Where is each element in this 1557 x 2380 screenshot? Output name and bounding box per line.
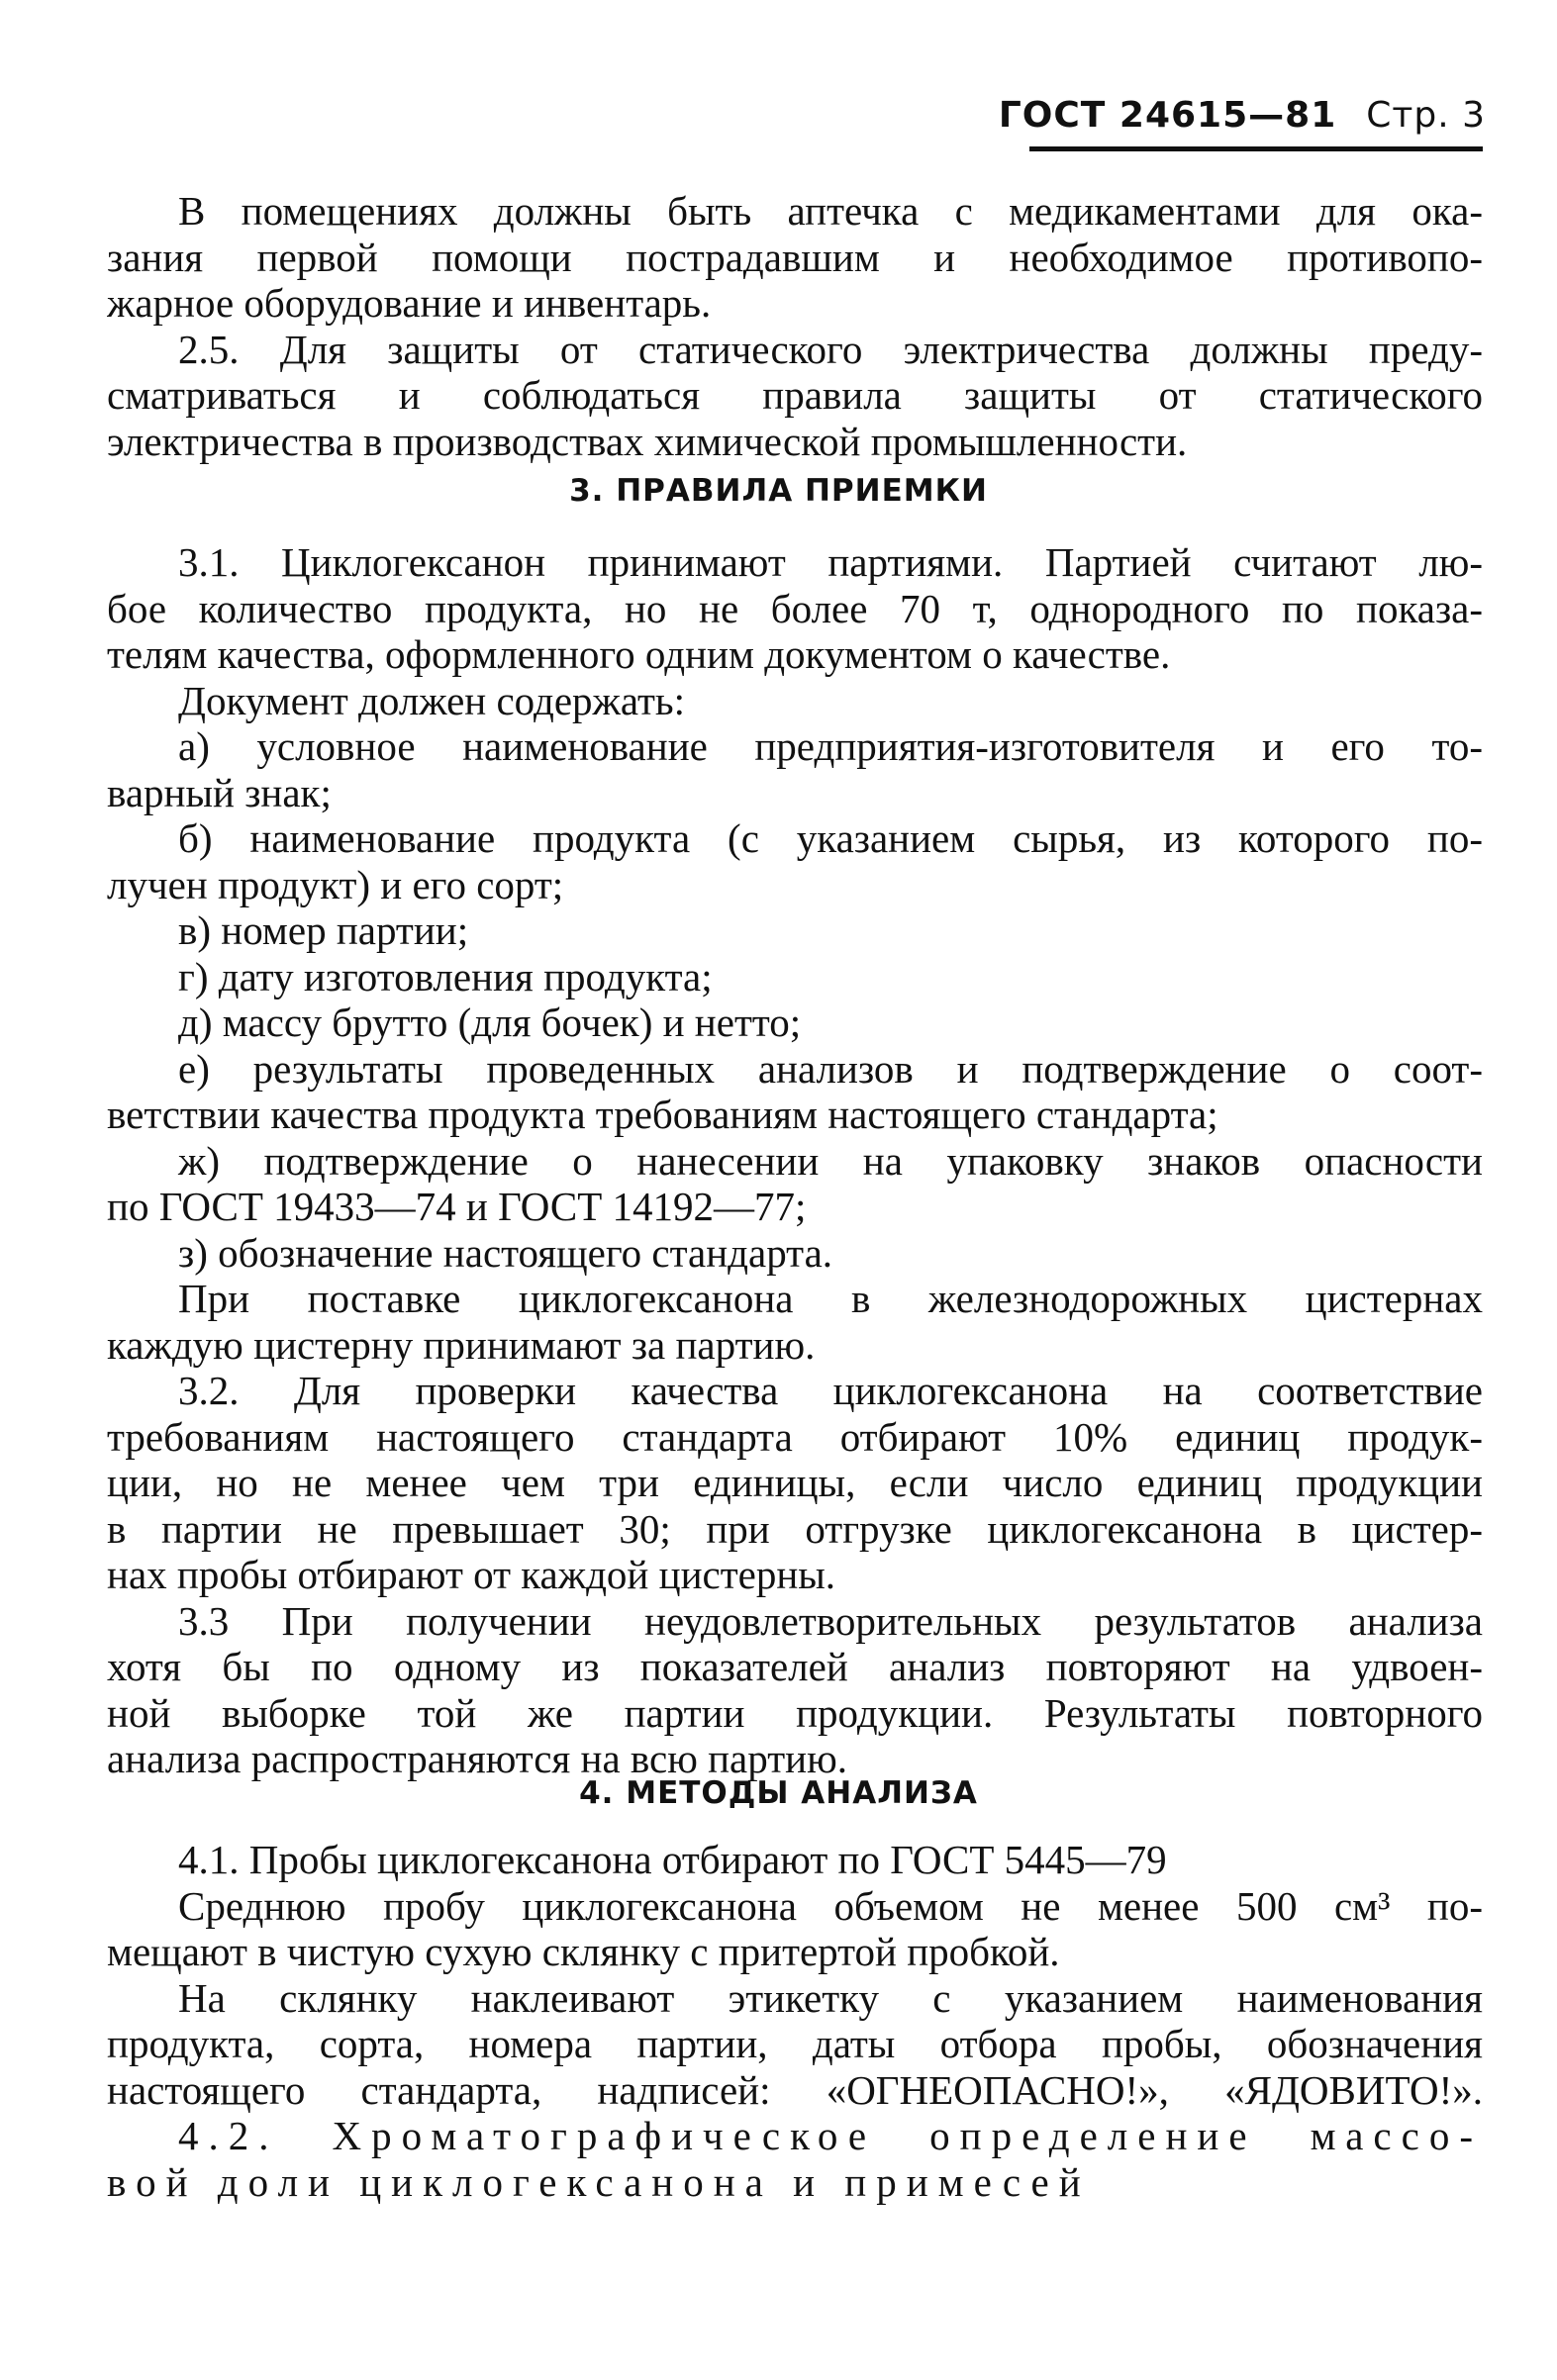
text-line: д) массу брутто (для бочек) и нетто; [178,1000,802,1045]
text-line: 3.3 При получении неудовлетворительных результатов анализа [178,1597,1483,1644]
text-line: в) номер партии; [178,907,469,953]
standard-number: ГОСТ 24615—81 [998,95,1337,136]
subsection-heading-line: вой доли циклогексанона и примесей [107,2158,1091,2205]
paragraph-block-1 [107,188,1483,464]
text-line: нах пробы отбирают от каждой цистерны. [107,1552,836,1597]
paragraph-block-2 [107,539,1483,1782]
text-line: жарное оборудование и инвентарь. [107,280,712,326]
text-line: лучен продукт) и его сорт; [107,861,564,907]
text-line: варный знак; [107,769,332,815]
text-line: телям качества, оформленного одним документом о качестве. [107,631,1171,677]
text-line: г) дату изготовления продукта; [178,953,713,1000]
text-line: бое количество продукта, но не более 70 т, однородного по показа- [107,585,1483,631]
text-line: 2.5. Для защиты от статического электричества должны преду- [178,326,1483,372]
section-heading-3: 3. ПРАВИЛА ПРИЕМКИ [569,473,988,509]
text-line: Среднюю пробу циклогексанона объемом не менее 500 см³ по- [178,1882,1483,1929]
text-line: а) условное наименование предприятия-изготовителя и его то- [178,723,1483,769]
text-line: При поставке циклогексанона в железнодорожных цистернах [178,1276,1483,1321]
text-line: хотя бы по одному из показателей анализ повторяют на удвоен- [107,1644,1483,1689]
page-number: Стр. 3 [1366,95,1486,136]
text-line: 3.1. Циклогексанон принимают партиями. Партией считают лю- [178,539,1483,585]
text-line: ной выборке той же партии продукции. Результаты повторного [107,1689,1483,1736]
text-line: зания первой помощи пострадавшим и необходимое противопо- [107,234,1483,280]
text-line: анализа распространяются на всю партию. [107,1736,847,1781]
text-line: продукта, сорта, номера партии, даты отбора пробы, обозначения [107,2021,1483,2066]
section-heading-4: 4. МЕТОДЫ АНАЛИЗА [579,1775,978,1811]
text-line: по ГОСТ 19433—74 и ГОСТ 14192—77; [107,1184,807,1229]
text-line: ветствии качества продукта требованиям настоящего стандарта; [107,1092,1218,1137]
text-line: б) наименование продукта (с указанием сырья, из которого по- [178,815,1483,861]
text-line: е) результаты проведенных анализов и подтверждение о соот- [178,1045,1483,1092]
paragraph-block-3 [107,1837,1483,2205]
page-header [999,95,1486,136]
text-line: з) обозначение настоящего стандарта. [178,1229,833,1276]
text-line: Документ должен содержать: [178,677,686,723]
text-line: в партии не превышает 30; при отгрузке циклогексанона в цистер- [107,1505,1483,1552]
header-rule [1029,146,1483,151]
text-line: настоящего стандарта, надписей: «ОГНЕОПАСНО!», «ЯДОВИТО!». [107,2066,1483,2113]
text-line: ж) подтверждение о нанесении на упаковку знаков опасности [178,1137,1483,1184]
text-line: сматриваться и соблюдаться правила защиты от статического [107,372,1483,418]
text-line: На склянку наклеивают этикетку с указанием наименования [178,1974,1483,2021]
text-line: мещают в чистую сухую склянку с притертой пробкой. [107,1929,1060,1974]
text-line: В помещениях должны быть аптечка с медикаментами для ока- [178,188,1483,234]
subsection-heading-line: 4.2. Хроматографическое определение массо- [178,2113,1483,2158]
text-line: каждую цистерну принимают за партию. [107,1321,816,1368]
text-line: 3.2. Для проверки качества циклогексанона на соответствие [178,1368,1483,1413]
text-line: ции, но не менее чем три единицы, если число единиц продукции [107,1460,1483,1505]
text-line: электричества в производствах химической промышленности. [107,418,1188,464]
text-line: 4.1. Пробы циклогексанона отбирают по ГОСТ 5445—79 [178,1837,1167,1882]
text-line: требованиям настоящего стандарта отбирают 10% единиц продук- [107,1413,1483,1460]
